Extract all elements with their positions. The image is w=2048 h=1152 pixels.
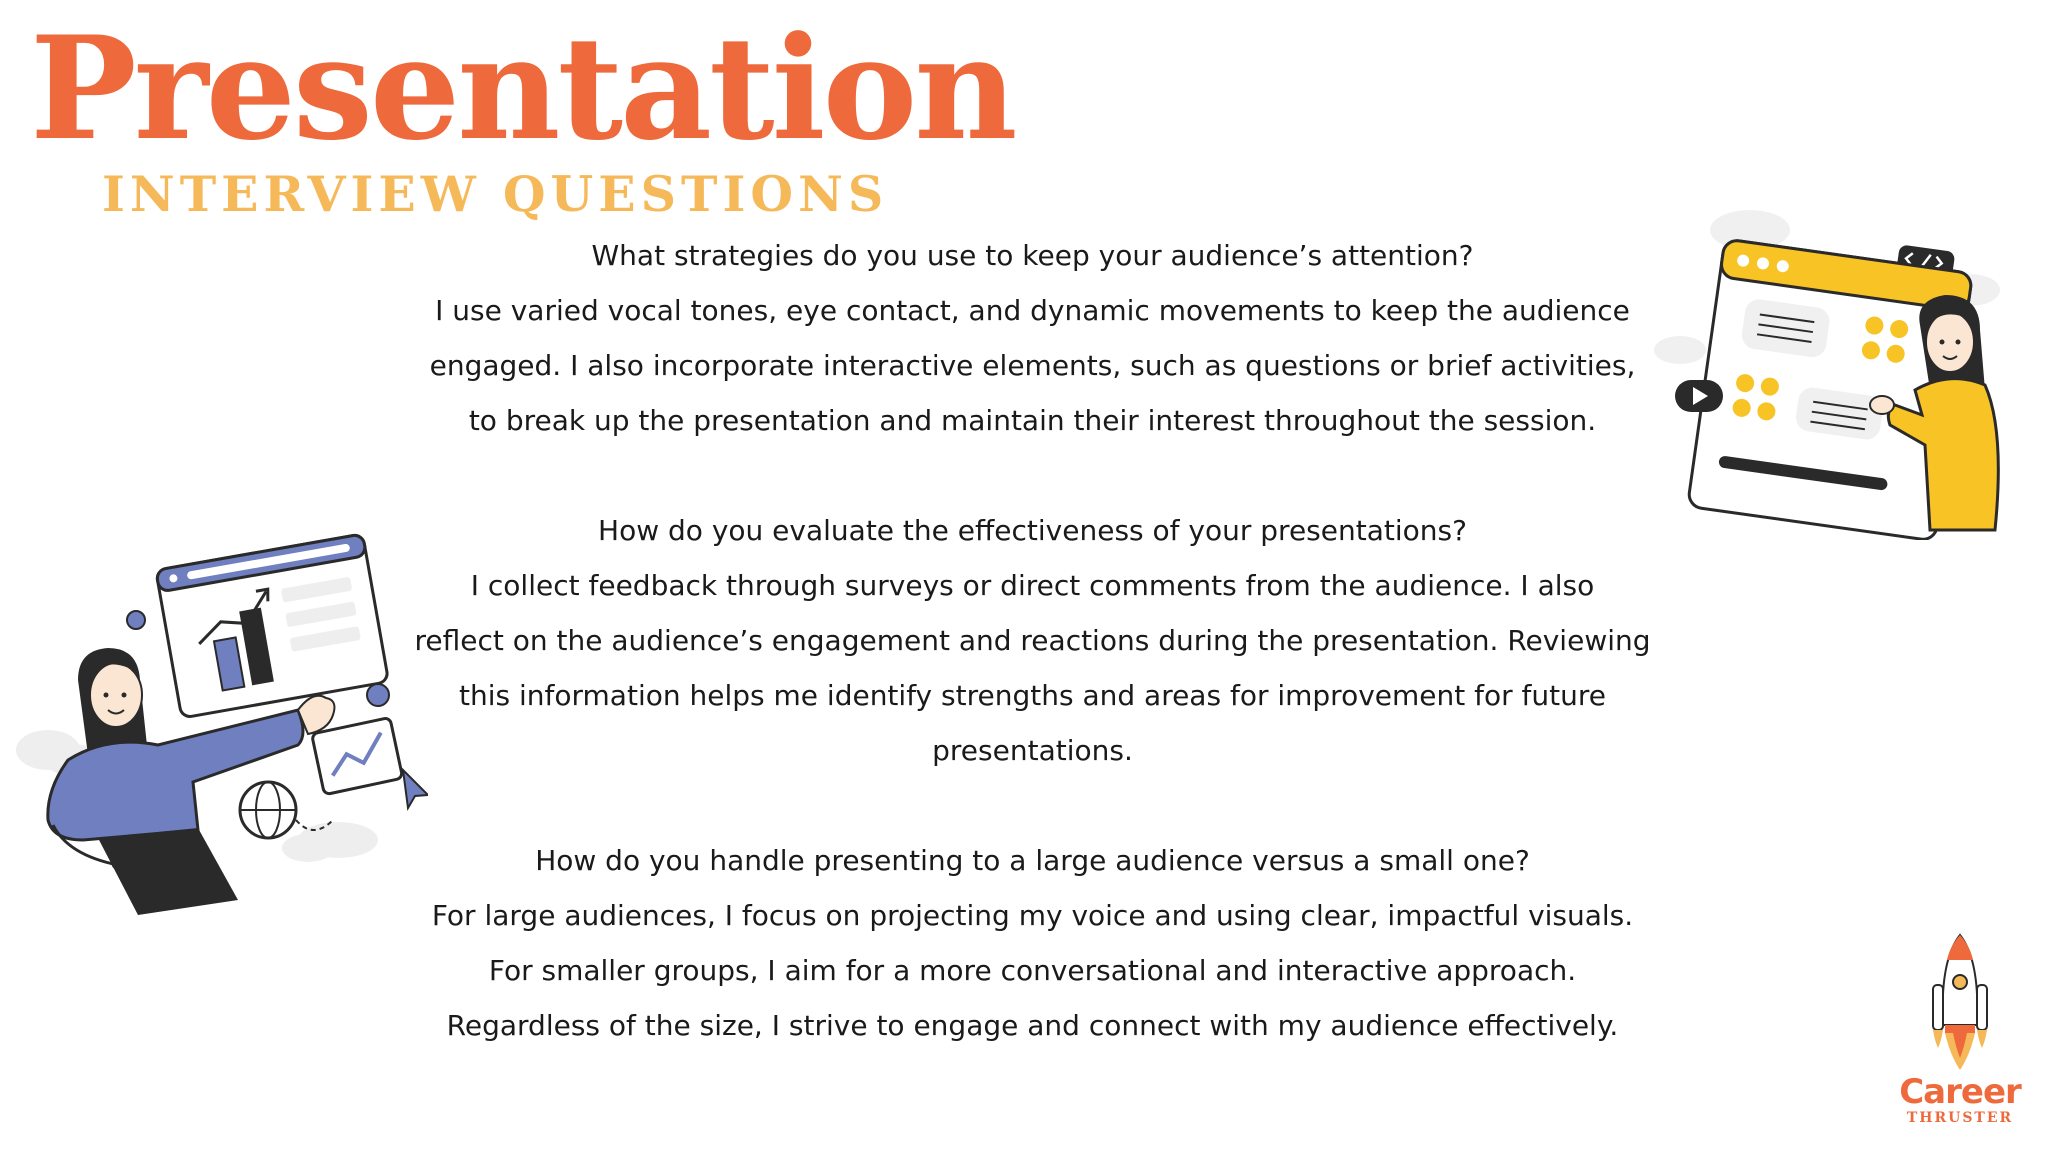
qa-item [410,503,1655,778]
woman-pointing-web-page-icon [1650,200,2030,540]
answer-line: For smaller groups, I aim for a more conversational and interactive approach. [488,954,1577,987]
qa-list [410,228,1655,1108]
woman-presenting-chart-icon [8,520,428,920]
answer-line: to break up the presentation and maintain their interest throughout the session. [468,404,1597,437]
answer-line: For large audiences, I focus on projecting my voice and using clear, impactful visuals. [431,899,1634,932]
question: What strategies do you use to keep your audience’s attention? [591,239,1474,272]
answer-line: presentations. [932,734,1133,767]
answer-line: this information helps me identify strengths and areas for improvement for future [459,679,1606,712]
page-title: Presentation [30,6,1015,172]
answer-line: engaged. I also incorporate interactive elements, such as questions or brief activities, [429,349,1636,382]
answer-line: I use varied vocal tones, eye contact, and dynamic movements to keep the audience [435,294,1630,327]
qa-item [410,833,1655,1053]
question: How do you evaluate the effectiveness of your presentations? [598,514,1467,547]
answer-line: reflect on the audience’s engagement and reactions during the presentation. Reviewing [414,624,1651,657]
page-subtitle: INTERVIEW QUESTIONS [102,165,889,223]
logo-tagline: THRUSTER [1906,1110,2014,1126]
qa-item [410,228,1655,448]
career-thruster-logo [1890,930,2030,1140]
rocket-icon [1915,930,2005,1075]
answer-line: Regardless of the size, I strive to engage and connect with my audience effectively. [446,1009,1619,1042]
answer-line: I collect feedback through surveys or direct comments from the audience. I also [470,569,1595,602]
question: How do you handle presenting to a large audience versus a small one? [535,844,1530,877]
logo-name: Career [1899,1072,2021,1112]
